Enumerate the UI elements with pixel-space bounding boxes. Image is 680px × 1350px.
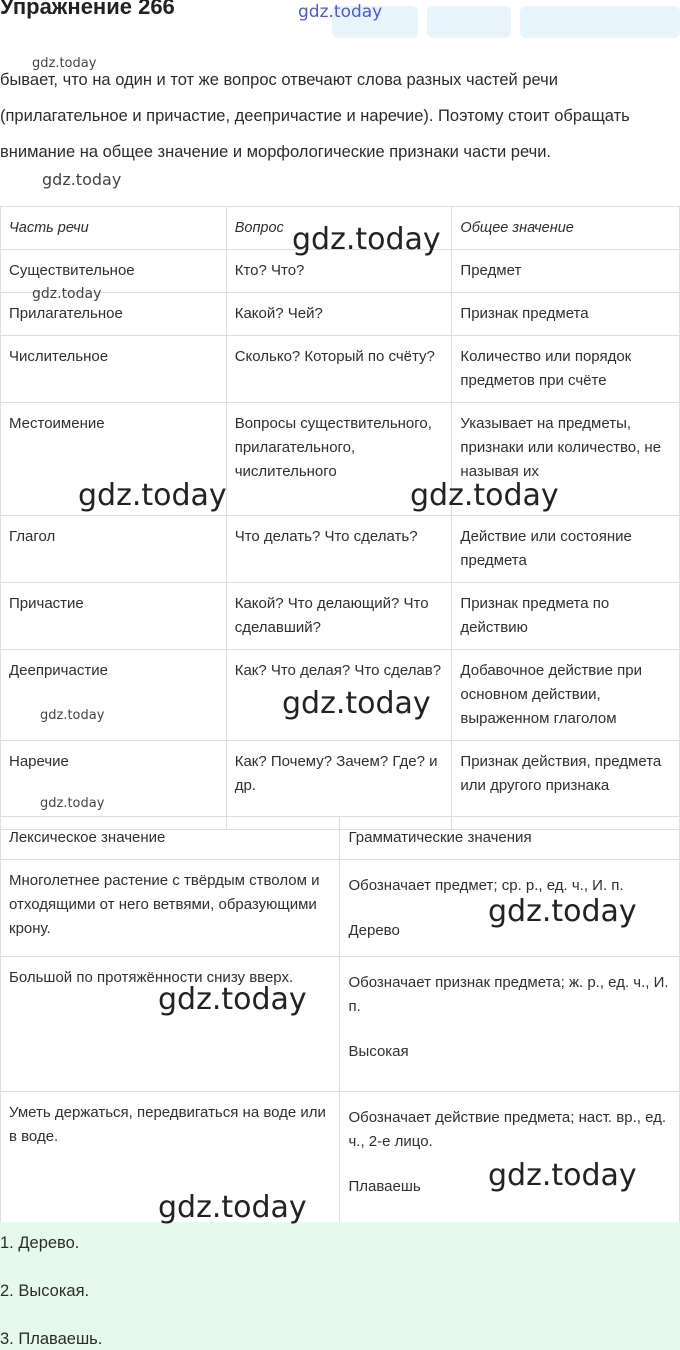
table-cell: Действие или состояние предмета (452, 516, 680, 583)
toolbar-button-2[interactable] (427, 6, 511, 38)
watermark: gdz.today (78, 478, 227, 513)
column-header: Грамматические значения (340, 817, 680, 860)
table-cell: Уметь держаться, передвигаться на воде или в воде. (1, 1092, 340, 1226)
grammatical-description: Обозначает предмет; ср. р., ед. ч., И. п. (348, 877, 624, 894)
table-cell: Глагол (1, 516, 227, 583)
watermark: gdz.today (40, 796, 105, 811)
answer-item: 3. Плаваешь. (0, 1330, 103, 1348)
answer-block (0, 1222, 680, 1350)
watermark: gdz.today (158, 982, 307, 1017)
page-title: Упражнение 266 (0, 0, 175, 19)
word-form: Дерево (348, 922, 400, 939)
table-cell: Признак действия, предмета или другого признака (452, 741, 680, 830)
watermark: gdz.today (40, 708, 105, 723)
table-cell: Какой? Чей? (226, 293, 452, 336)
table-cell: Большой по протяжённости снизу вверх. (1, 957, 340, 1092)
toolbar-button-3[interactable] (520, 6, 680, 38)
table-row (1, 957, 680, 1092)
table-cell: Добавочное действие при основном действии, выраженном глаголом (452, 650, 680, 741)
watermark: gdz.today (298, 2, 383, 22)
table-header-row (1, 817, 680, 860)
table-cell: Какой? Что делающий? Что сделавший? (226, 583, 452, 650)
watermark: gdz.today (282, 686, 431, 721)
watermark: gdz.today (488, 894, 637, 929)
table-cell: Вопросы существительного, прилагательного, числительного (226, 403, 452, 516)
parts-of-speech-table (0, 206, 680, 830)
table-row (1, 516, 680, 583)
table-cell: Как? Что делая? Что сделав? (226, 650, 452, 741)
table-row (1, 583, 680, 650)
table-cell: Многолетнее растение с твёрдым стволом и отходящими от него ветвями, образующими крону. (1, 860, 340, 957)
table-row (1, 293, 680, 336)
word-form: Плаваешь (348, 1178, 421, 1195)
word-form: Высокая (348, 1043, 409, 1060)
watermark: gdz.today (32, 286, 102, 302)
watermark: gdz.today (42, 170, 122, 189)
watermark: gdz.today (158, 1190, 307, 1225)
table-cell: Предмет (452, 250, 680, 293)
answer-item: 2. Высокая. (0, 1282, 90, 1300)
table-cell: Местоимение (1, 403, 227, 516)
table-cell: Как? Почему? Зачем? Где? и др. (226, 741, 452, 830)
column-header: Вопрос (226, 207, 452, 250)
table-cell: Существительное (1, 250, 227, 293)
table-cell: Кто? Что? (226, 250, 452, 293)
table-row (1, 336, 680, 403)
table-cell: Деепричастие (1, 650, 227, 741)
table-cell: Причастие (1, 583, 227, 650)
watermark: gdz.today (292, 222, 441, 257)
column-header: Часть речи (1, 207, 227, 250)
answer-item: 1. Дерево. (0, 1234, 80, 1252)
column-header: Лексическое значение (1, 817, 340, 860)
watermark: gdz.today (488, 1158, 637, 1193)
table-cell: Что делать? Что сделать? (226, 516, 452, 583)
grammatical-description: Обозначает действие предмета; наст. вр., ед. ч., 2-е лицо. (348, 1109, 667, 1150)
watermark: gdz.today (410, 478, 559, 513)
table-cell: Указывает на предметы, признаки или количество, не называя их (452, 403, 680, 516)
table-cell: Числительное (1, 336, 227, 403)
grammatical-description: Обозначает признак предмета; ж. р., ед. ч., И. п. (348, 974, 669, 1015)
table-cell: Признак предмета по действию (452, 583, 680, 650)
intro-paragraph: бывает, что на один и тот же вопрос отвечают слова разных частей речи (прилагательное и причастие, деепричастие и наречие). Поэтому стоит обращать внимание на общее значение и морфологические признаки части речи. (0, 71, 630, 161)
table-cell: Прилагательное (1, 293, 227, 336)
table-cell (340, 957, 680, 1092)
table-cell: Количество или порядок предметов при счёте (452, 336, 680, 403)
column-header: Общее значение (452, 207, 680, 250)
table-cell: Признак предмета (452, 293, 680, 336)
table-cell: Сколько? Который по счёту? (226, 336, 452, 403)
table-cell: Наречие (1, 741, 227, 830)
watermark: gdz.today (32, 56, 97, 71)
